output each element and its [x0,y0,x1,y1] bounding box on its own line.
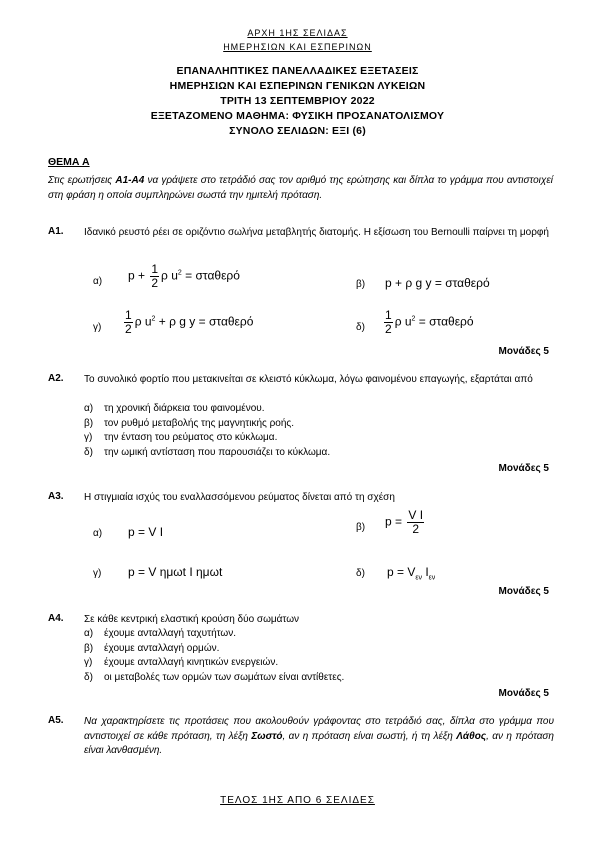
a4-options-list [84,627,344,685]
a2-marks: Μονάδες 5 [498,463,549,474]
fraction-numerator: 1 [151,262,159,276]
a1-option-a-formula [128,263,240,290]
formula-exponent: 2 [151,315,156,323]
a1-option-d-label: δ) [356,322,365,333]
exam-type-label: ΗΜΕΡΗΣΙΩΝ ΚΑΙ ΕΣΠΕΡΙΝΩΝ [223,42,372,52]
formula-rho-u: ρ u [394,314,412,329]
question-a2-text: Το συνολικό φορτίο που μετακινείται σε κλειστό κύκλωμα, λόγω φαινομένου επαγωγής, εξαρτάται από [84,374,533,385]
exam-pages: ΣΥΝΟΛΟ ΣΕΛΙΔΩΝ: ΕΞΙ (6) [229,125,366,137]
page-footer: ΤΕΛΟΣ 1ΗΣ ΑΠΟ 6 ΣΕΛΙΔΕΣ [220,795,375,806]
formula-p: p + [128,268,146,283]
formula-rho-u: ρ u [161,268,178,283]
a1-option-d-formula [382,309,474,336]
a1-marks: Μονάδες 5 [498,346,549,357]
a5-text-1: Να χαρακτηρίσετε τις προτάσεις που ακολουθούν γράφοντας στο τετράδιό σας, δίπλα στο γράμμα που αντιστοιχεί σε κάθε πρόταση, τη λέξη [84,716,554,742]
formula-rho-u: ρ u [134,314,152,329]
option-text: τη χρονική διάρκεια του φαινομένου. [104,403,265,414]
a3-option-b-label: β) [356,522,366,533]
question-a5-text [84,715,554,759]
fraction-one-half [384,309,393,336]
a3-option-b-formula [385,509,426,536]
fraction-numerator: V I [408,508,424,522]
option-label: α) [84,403,94,414]
a3-marks: Μονάδες 5 [498,586,549,597]
a3-option-c-label: γ) [93,568,102,579]
formula-subscript: εν [428,574,436,582]
fraction-one-half [150,263,159,290]
question-a5-number: Α5. [48,715,64,726]
a5-text-3: , αν η πρόταση είναι λανθασμένη. [84,730,554,756]
a5-text-2: , αν η πρόταση είναι σωστή, ή τη λέξη [282,730,457,742]
exam-subject: ΕΞΕΤΑΖΟΜΕΝΟ ΜΑΘΗΜΑ: ΦΥΣΙΚΗ ΠΡΟΣΑΝΑΤΟΛΙΣΜΟΥ [150,110,445,122]
formula-i: I [421,565,429,579]
question-a1-number: Α1. [48,226,64,237]
instructions-text-1: Στις ερωτήσεις [48,175,116,186]
list-item [84,642,344,657]
formula-subscript: εν [415,574,422,582]
option-text: έχουμε ανταλλαγή κινητικών ενεργειών. [104,657,279,668]
formula-exponent: 2 [411,315,416,323]
page-start-label: ΑΡΧΗ 1ΗΣ ΣΕΛΙΔΑΣ [247,28,348,38]
instructions-range: Α1-Α4 [115,175,145,186]
a1-option-b-label: β) [356,279,366,290]
option-text: έχουμε ανταλλαγή ταχυτήτων. [104,628,237,639]
question-a3-text: Η στιγμιαία ισχύς του εναλλασσόμενου ρεύματος δίνεται από τη σχέση [84,492,395,503]
word-lathos: Λάθος [456,730,487,742]
question-a4-text: Σε κάθε κεντρική ελαστική κρούση δύο σωμάτων [84,614,300,625]
question-a3-number: Α3. [48,491,64,502]
fraction-numerator: 1 [385,308,392,322]
option-label: δ) [84,671,93,683]
question-a1-text: Ιδανικό ρευστό ρέει σε οριζόντιο σωλήνα μεταβλητής διατομής. Η εξίσωση του Bernoulli παίρνει τη μορφή [84,227,549,238]
option-text: οι μεταβολές των ορμών των σωμάτων είναι αντίθετες. [104,671,345,683]
question-a4-number: Α4. [48,613,64,624]
formula-exponent: 2 [177,269,182,277]
list-item [84,446,330,461]
instructions-paragraph [48,174,553,203]
a3-option-c-formula: p = V ημωt I ημωt [128,565,223,579]
formula-p-v: p = V [387,565,416,579]
fraction-vi-over-2 [407,509,424,536]
list-item [84,431,330,446]
a3-option-a-formula: p = V I [128,525,164,539]
exam-title-1: ΕΠΑΝΑΛΗΠΤΙΚΕΣ ΠΑΝΕΛΛΑΔΙΚΕΣ ΕΞΕΤΑΣΕΙΣ [176,65,419,77]
instructions-text-2: να γράψετε στο τετράδιό σας τον αριθμό της ερώτησης και δίπλα το γράμμα που αντιστοιχεί στη φράση η οποία συμπληρώνει σωστά την ημιτελή πρόταση. [48,175,553,201]
option-label: β) [84,642,94,654]
exam-date: ΤΡΙΤΗ 13 ΣΕΠΤΕΜΒΡΙΟΥ 2022 [220,95,375,107]
fraction-denominator: 2 [385,322,392,336]
a3-option-d-formula [387,565,435,581]
list-item [84,402,330,417]
formula-eq-const: = σταθερό [418,314,474,329]
formula-p: p = [385,514,403,529]
a1-option-c-formula [122,309,253,336]
option-text: την ωμική αντίσταση που παρουσιάζει το κύκλωμα. [104,446,331,458]
option-text: την ένταση του ρεύματος στο κύκλωμα. [104,432,278,443]
section-title: ΘΕΜΑ Α [48,156,90,168]
a3-option-d-label: δ) [356,568,365,579]
option-label: β) [84,417,94,429]
a1-option-b-formula: p + ρ g y = σταθερό [385,276,490,290]
list-item [84,656,344,671]
formula-eq-const: = σταθερό [185,268,240,283]
option-text: τον ρυθμό μεταβολής της μαγνητικής ροής. [104,417,295,429]
word-sosto: Σωστό [251,730,283,742]
fraction-one-half [124,309,133,336]
a1-option-a-label: α) [93,276,103,287]
list-item [84,627,344,642]
fraction-denominator: 2 [151,276,159,290]
a1-option-c-label: γ) [93,322,102,333]
fraction-denominator: 2 [412,522,420,536]
fraction-denominator: 2 [125,322,132,336]
formula-tail: + ρ g y = σταθερό [158,314,254,329]
question-a2-number: Α2. [48,373,64,384]
option-text: έχουμε ανταλλαγή ορμών. [104,642,220,654]
a2-options-list [84,402,330,460]
option-label: γ) [84,432,93,443]
a3-option-a-label: α) [93,528,103,539]
option-label: α) [84,628,94,639]
list-item [84,671,344,686]
option-label: γ) [84,657,93,668]
exam-title-2: ΗΜΕΡΗΣΙΩΝ ΚΑΙ ΕΣΠΕΡΙΝΩΝ ΓΕΝΙΚΩΝ ΛΥΚΕΙΩΝ [169,80,426,92]
fraction-numerator: 1 [125,308,132,322]
option-label: δ) [84,446,93,458]
list-item [84,417,330,432]
a4-marks: Μονάδες 5 [498,688,549,699]
